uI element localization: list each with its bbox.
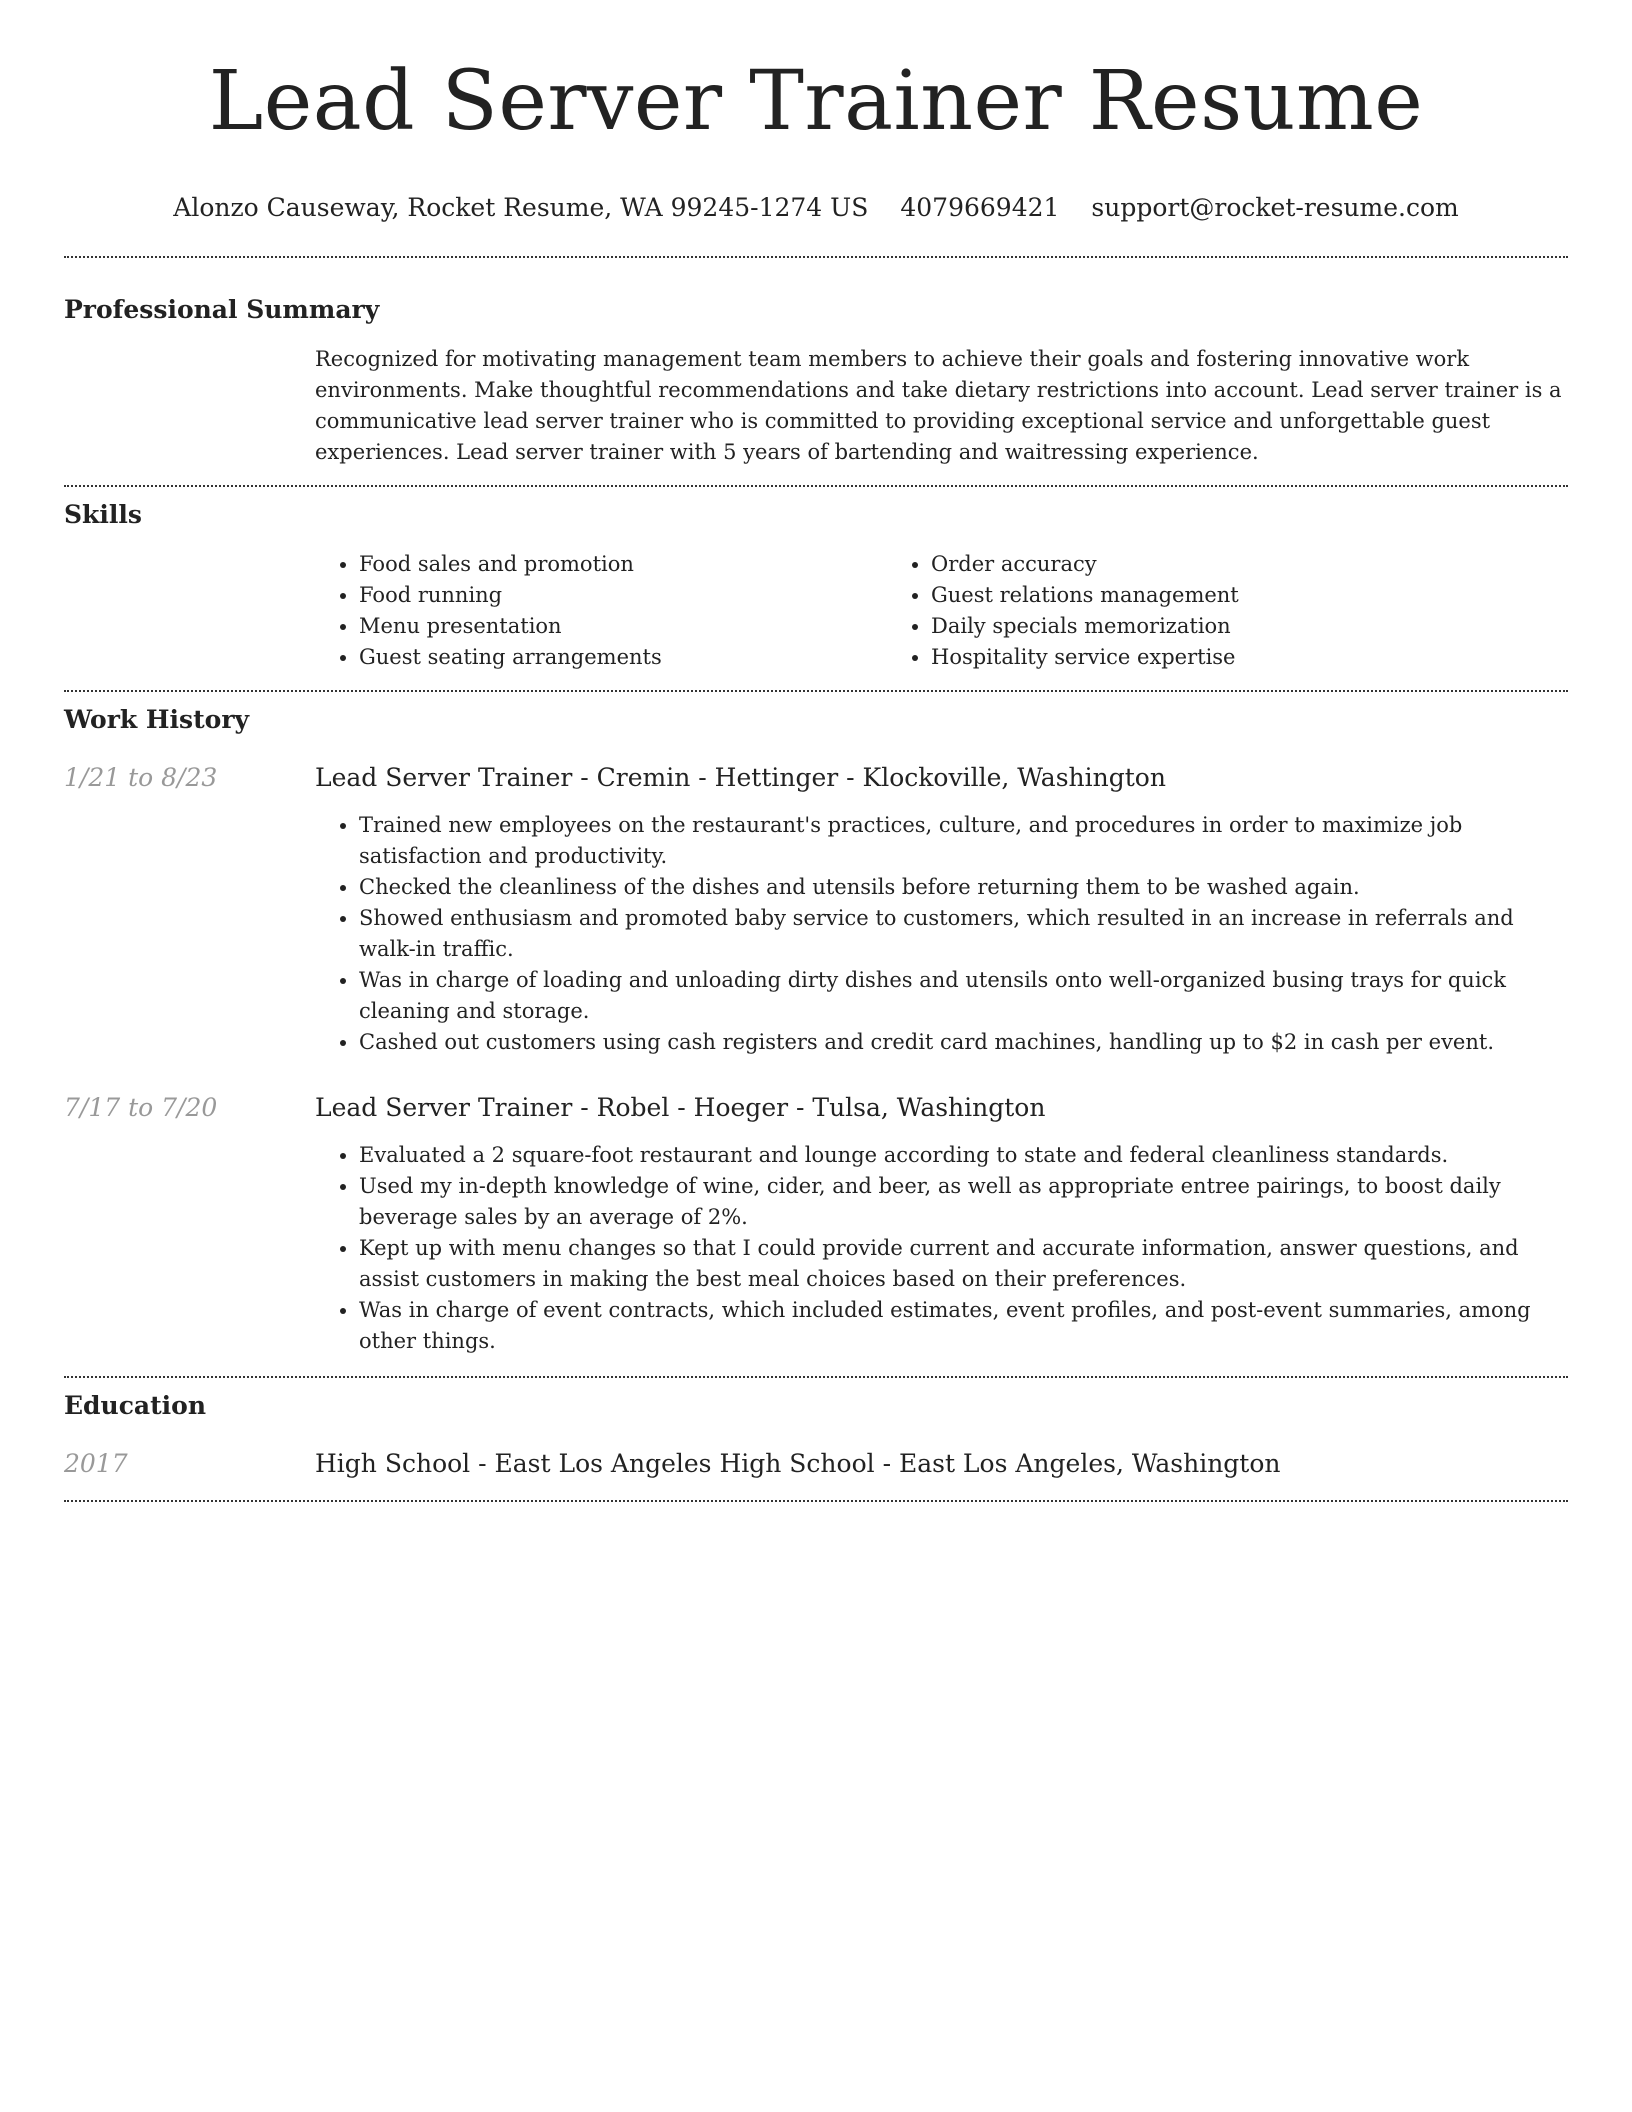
section-title-skills: Skills bbox=[64, 500, 142, 529]
education-section bbox=[64, 1378, 1568, 1480]
skill-item: • Guest relations management bbox=[931, 580, 1239, 611]
job-bullet: • Used my in-depth knowledge of wine, cider, and beer, as well as appropriate entree pairings, to boost daily beverage sales by an average of 2%. bbox=[359, 1171, 1568, 1233]
section-title-summary: Professional Summary bbox=[64, 295, 380, 324]
job-bullet: • Was in charge of event contracts, which included estimates, event profiles, and post-event summaries, among other things. bbox=[359, 1295, 1568, 1357]
job-date: 7/17 to 7/20 bbox=[64, 1093, 218, 1122]
work-history-section bbox=[64, 692, 1568, 1357]
education-entry bbox=[64, 1448, 1568, 1480]
skills-list-right bbox=[887, 549, 1239, 673]
skills-list-left bbox=[315, 549, 887, 673]
job-bullet: • Cashed out customers using cash registers and credit card machines, handling up to $2 in cash per event. bbox=[359, 1027, 1568, 1058]
resume-title: Lead Server Trainer Resume bbox=[208, 54, 1424, 149]
job-bullet: • Kept up with menu changes so that I could provide current and accurate information, answer questions, and assist customers in making the best meal choices based on their preferences. bbox=[359, 1233, 1568, 1295]
job-bullet: • Checked the cleanliness of the dishes and utensils before returning them to be washed again. bbox=[359, 872, 1568, 903]
summary-section bbox=[64, 258, 1568, 468]
job-entry bbox=[64, 762, 1568, 1058]
job-entry bbox=[64, 1092, 1568, 1357]
skill-item: • Daily specials memorization bbox=[931, 611, 1239, 642]
skill-item: • Guest seating arrangements bbox=[359, 642, 887, 673]
skills-section bbox=[64, 487, 1568, 673]
skill-item: • Food running bbox=[359, 580, 887, 611]
contact-line bbox=[64, 192, 1568, 224]
skill-item: • Menu presentation bbox=[359, 611, 887, 642]
job-bullet: • Was in charge of loading and unloading dirty dishes and utensils onto well-organized busing trays for quick cleaning and storage. bbox=[359, 965, 1568, 1027]
job-bullets bbox=[315, 810, 1568, 1058]
education-date: 2017 bbox=[64, 1449, 128, 1478]
skill-item: • Food sales and promotion bbox=[359, 549, 887, 580]
skill-item: • Hospitality service expertise bbox=[931, 642, 1239, 673]
skills-grid bbox=[315, 549, 1568, 673]
section-divider bbox=[64, 1500, 1568, 1502]
job-bullets bbox=[315, 1140, 1568, 1357]
section-title-education: Education bbox=[64, 1391, 207, 1420]
contact-phone: 4079669421 bbox=[900, 193, 1060, 222]
contact-address: Alonzo Causeway, Rocket Resume, WA 99245-1274 US bbox=[173, 193, 869, 222]
contact-email: support@rocket-resume.com bbox=[1091, 193, 1459, 222]
job-bullet: • Trained new employees on the restaurant's practices, culture, and procedures in order to maximize job satisfaction and productivity. bbox=[359, 810, 1568, 872]
education-title: High School - East Los Angeles High School - East Los Angeles, Washington bbox=[315, 1449, 1281, 1478]
section-title-work-history: Work History bbox=[64, 705, 250, 734]
job-title: Lead Server Trainer - Cremin - Hettinger - Klockoville, Washington bbox=[315, 763, 1166, 792]
job-date: 1/21 to 8/23 bbox=[64, 763, 218, 792]
skill-item: • Order accuracy bbox=[931, 549, 1239, 580]
job-bullet: • Evaluated a 2 square-foot restaurant and lounge according to state and federal cleanliness standards. bbox=[359, 1140, 1568, 1171]
job-bullet: • Showed enthusiasm and promoted baby service to customers, which resulted in an increase in referrals and walk-in traffic. bbox=[359, 903, 1568, 965]
job-title: Lead Server Trainer - Robel - Hoeger - Tulsa, Washington bbox=[315, 1093, 1046, 1122]
summary-text: Recognized for motivating management team members to achieve their goals and fostering innovative work environments. Make thoughtful recommendations and take dietary restrictions into account. Lead server trainer is a communicative lead server trainer who is committed to providing exceptional service and unforgettable guest experiences. Lead server trainer with 5 years of bartending and waitressing experience. bbox=[315, 347, 1562, 464]
